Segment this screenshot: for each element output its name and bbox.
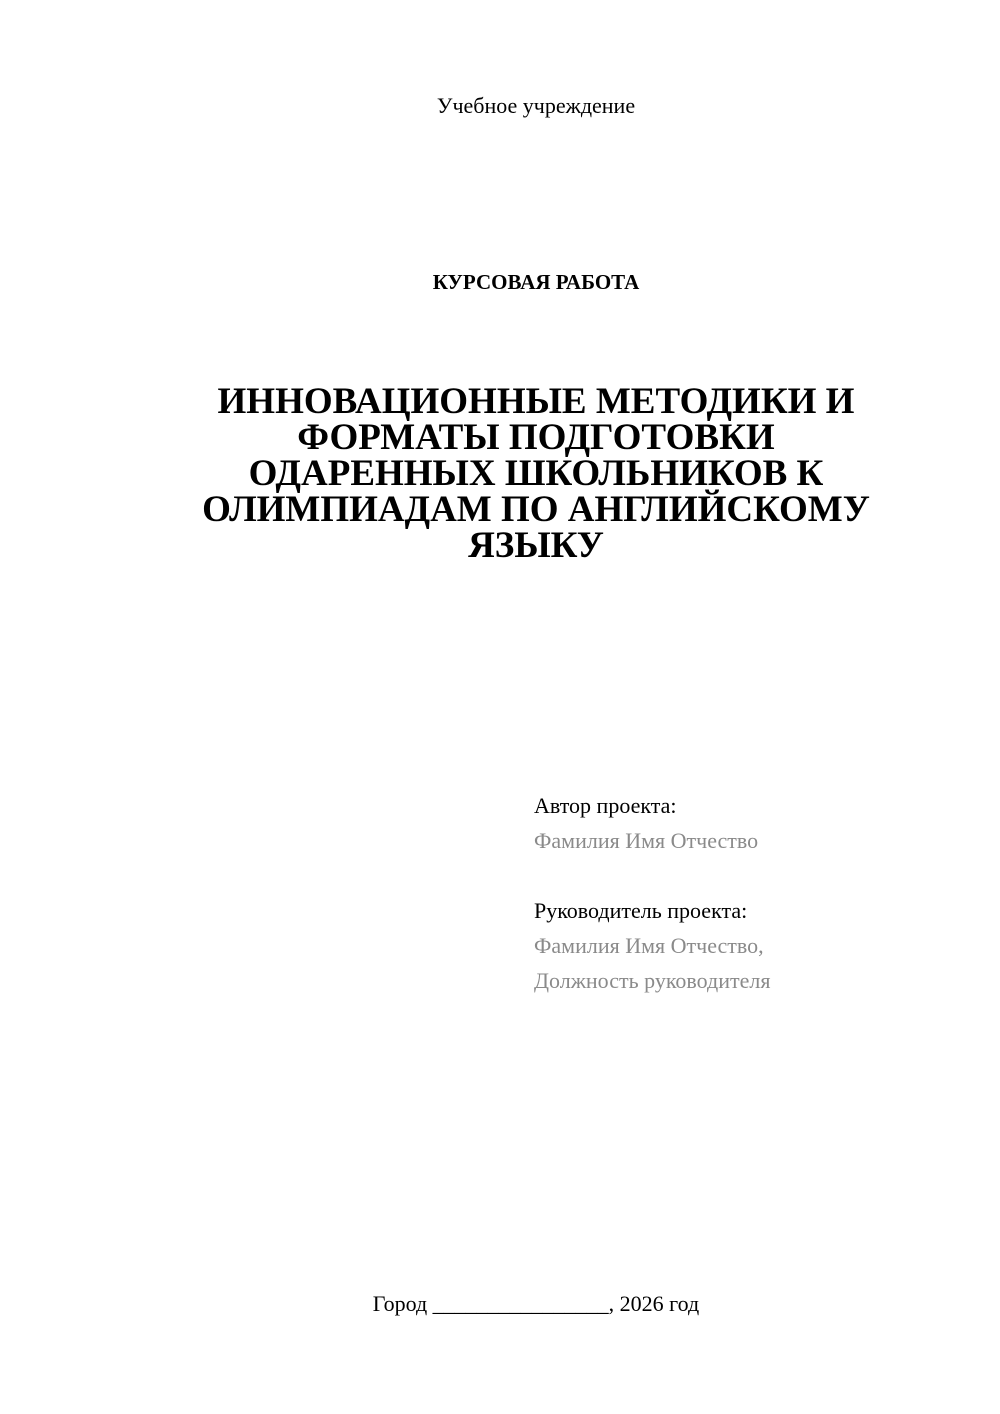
- title-line-5: ЯЗЫКУ: [468, 525, 604, 566]
- credits-block: [534, 788, 974, 998]
- institution-name: Учебное учреждение: [436, 93, 636, 118]
- city-year-line: Город ________________, 2026 год: [372, 1291, 700, 1316]
- author-label: Автор проекта:: [534, 793, 677, 818]
- title-line-1: ИННОВАЦИОННЫЕ МЕТОДИКИ И: [217, 381, 855, 422]
- title-line-4: ОЛИМПИАДАМ ПО АНГЛИЙСКОМУ: [202, 489, 870, 530]
- supervisor-name: Фамилия Имя Отчество,: [534, 933, 764, 958]
- supervisor-position: Должность руководителя: [534, 968, 771, 993]
- credits-spacer: [534, 858, 974, 893]
- work-type-heading: КУРСОВАЯ РАБОТА: [432, 270, 640, 294]
- supervisor-label: Руководитель проекта:: [534, 898, 748, 923]
- title-line-2: ФОРМАТЫ ПОДГОТОВКИ: [297, 417, 775, 458]
- document-title: [178, 381, 894, 566]
- title-line-3: ОДАРЕННЫХ ШКОЛЬНИКОВ К: [248, 453, 824, 494]
- author-name: Фамилия Имя Отчество: [534, 828, 759, 853]
